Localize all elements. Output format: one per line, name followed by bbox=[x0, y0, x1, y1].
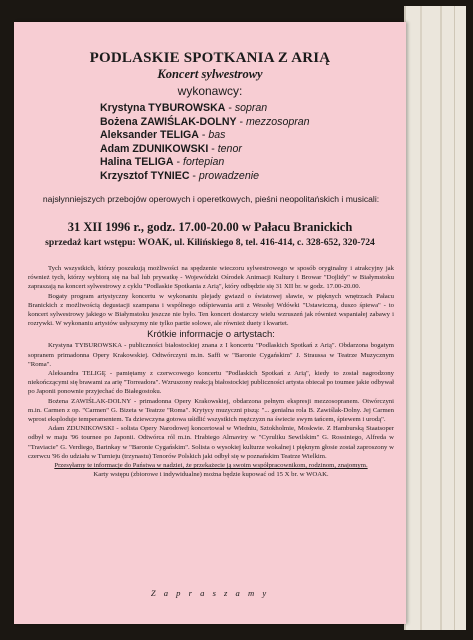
paragraph: Bożena ZAWIŚLAK-DOLNY - primadonna Opery Krakowskiej, obdarzona pełnym ekspresji mezzosopranem. Otwórczyni m.in. Carmen z op. "Carmen" G. Bizeta w Teatrze "Roma". Krytycy muzyczni piszą: "... genialna rola B. Zawiślak-Dolny. Jej Carmen wprost eksploduje temperamentem. Ta dziewczyna gotowa uśidlić wszystkich mężczyzn na świecie swym tańcem, śpiewem i urodą". bbox=[28, 397, 394, 424]
paragraph: Bogaty program artystyczny koncertu w wykonaniu plejady gwiazd o światowej sławie, w pięknych wnętrzach Pałacu Branickich z możliwością degustacji szampana i wspólnego odśpiewania arii z Wesołej Wdówki "Ustawiczną, duszo śpiewa" - to koncert sylwestrowy jakiego w Białymstoku jeszcze nie było. Ten koncert dostarczy wielu wzruszeń jak również wspaniałej zabawy i rozrywki. W wykonaniu artystów usłyszymy nie tylko partie solowe, ale również duety i kwartet. bbox=[28, 292, 394, 328]
ticket-sales-line: sprzedaż kart wstępu: WOAK, ul. Kilińskiego 8, tel. 416-414, c. 328-652, 320-724 bbox=[45, 237, 375, 248]
paragraph: Tych wszystkich, którzy poszukują możliwości na spędzenie wieczoru sylwestrowego w sposób oryginalny i atrakcyjny jak również tych, którzy wybiorą się na bal lub prywatkę - Wojewódzki Ośrodek Animacji Kultury i Browar "Dojlidy" w Białymstoku zapraszają na koncert sylwestrowy z cyklu "Podlaskie Spotkania z Arią", który odbędzie się 31 XII br. w godz. 17.00-20.00. bbox=[28, 265, 394, 291]
performer-name: Aleksander TELIGA bbox=[100, 129, 199, 141]
performer-name: Halina TELIGA bbox=[100, 156, 174, 168]
event-title: PODLASKIE SPOTKANIA Z ARIĄ bbox=[89, 50, 331, 66]
body-text bbox=[28, 264, 394, 479]
event-subtitle: Koncert sylwestrowy bbox=[157, 67, 263, 81]
performer-row: Aleksander TELIGA - bas bbox=[100, 129, 226, 141]
repertoire-line: najsłynniejszych przebojów operowych i operetkowych, pieśni neopolitańskich i musicali: bbox=[42, 194, 380, 204]
performer-name: Bożena ZAWIŚLAK-DOLNY bbox=[100, 115, 237, 128]
performer-name: Adam ZDUNIKOWSKI bbox=[100, 142, 209, 155]
performers-heading: wykonawcy: bbox=[177, 84, 243, 98]
paragraph: Krystyna TYBUROWSKA - publiczności białostockiej znana z I koncertu "Podlaskich Spotkań z Arią". Obdarzona bogatym sopranem primadonna Opery Krakowskiej. Odtwórczyni m.in. Saffi w "Baronie Cygańskim" J. Straussa w Teatrze Muzycznym "Roma". bbox=[28, 342, 394, 368]
performer-row: Krzysztof TYNIEC - prowadzenie bbox=[100, 169, 259, 182]
paragraph: Karty wstępu (zbiorowe i indywidualne) można będzie kupować od 15 X br. w WOAK. bbox=[93, 471, 329, 479]
back-sheet-edges bbox=[404, 6, 466, 630]
performers-list bbox=[100, 102, 400, 183]
performer-name: Krzysztof TYNIEC bbox=[100, 169, 190, 182]
performer-role: tenor bbox=[217, 142, 242, 155]
performer-role: bas bbox=[208, 129, 226, 141]
closing-invitation: Z a p r a s z a m y bbox=[150, 588, 270, 598]
artists-info-heading: Krótkie informacje o artystach: bbox=[147, 329, 275, 341]
poster-page bbox=[14, 22, 406, 624]
performer-role: sopran bbox=[234, 102, 268, 114]
performer-row: Halina TELIGA - fortepian bbox=[100, 156, 225, 168]
performer-role: prowadzenie bbox=[198, 169, 259, 182]
paragraph: Aleksandra TELIGĘ - pamiętamy z czerwcowego koncertu "Podlaskich Spotkań z Arią", kiedy to został nagrodzony niekończącymi się brawami za arię "Torreadora". Wzruszony reakcją białostockiej publiczności artysta obiecał po toumee jakie odbywał po Japonii ponownie przyjechać do Białegostoku. bbox=[28, 370, 394, 396]
performer-row: Bożena ZAWIŚLAK-DOLNY - mezzosopran bbox=[100, 115, 310, 128]
sheet-edge-line bbox=[420, 6, 422, 630]
underlined-note: Przesyłamy te informacje do Państwa w nadziei, że przekażecie ją swoim współpracownikom, rodzinom, znajomym. bbox=[54, 462, 368, 470]
performer-row: Krystyna TYBUROWSKA - sopran bbox=[100, 102, 268, 114]
paragraph: Adam ZDUNIKOWSKI - solista Opery Narodowej koncertował w Wiedniu, Sztokholmie, Moskwie. Z Hamburską Staatsoper odbył w maju '96 tournee po Japonii. Odtwórca ról m.in. Hrabiego Almaviry w "Cyruliku Sewilskim" G. Rossiniego, Alfreda w "Traviacie" G. Verdiego, Barinkay w "Baronie Cygańskim". Solista o wysokiej kulturze wokalnej i pięknym głosie został zaproszony w czerwcu '96 do udziału w Turnieju (trzynastu) Tenorów Polskich jaki odbył się w poznańskim Teatrze Wielkim. bbox=[28, 425, 394, 460]
performer-role: fortepian bbox=[183, 156, 225, 168]
performer-name: Krystyna TYBUROWSKA bbox=[100, 102, 226, 114]
performer-role: mezzosopran bbox=[245, 115, 310, 128]
sheet-edge-line bbox=[454, 6, 455, 630]
event-date-line: 31 XII 1996 r., godz. 17.00-20.00 w Pałacu Branickich bbox=[67, 220, 353, 234]
sheet-edge-line bbox=[440, 6, 442, 630]
performer-row: Adam ZDUNIKOWSKI - tenor bbox=[100, 142, 242, 155]
